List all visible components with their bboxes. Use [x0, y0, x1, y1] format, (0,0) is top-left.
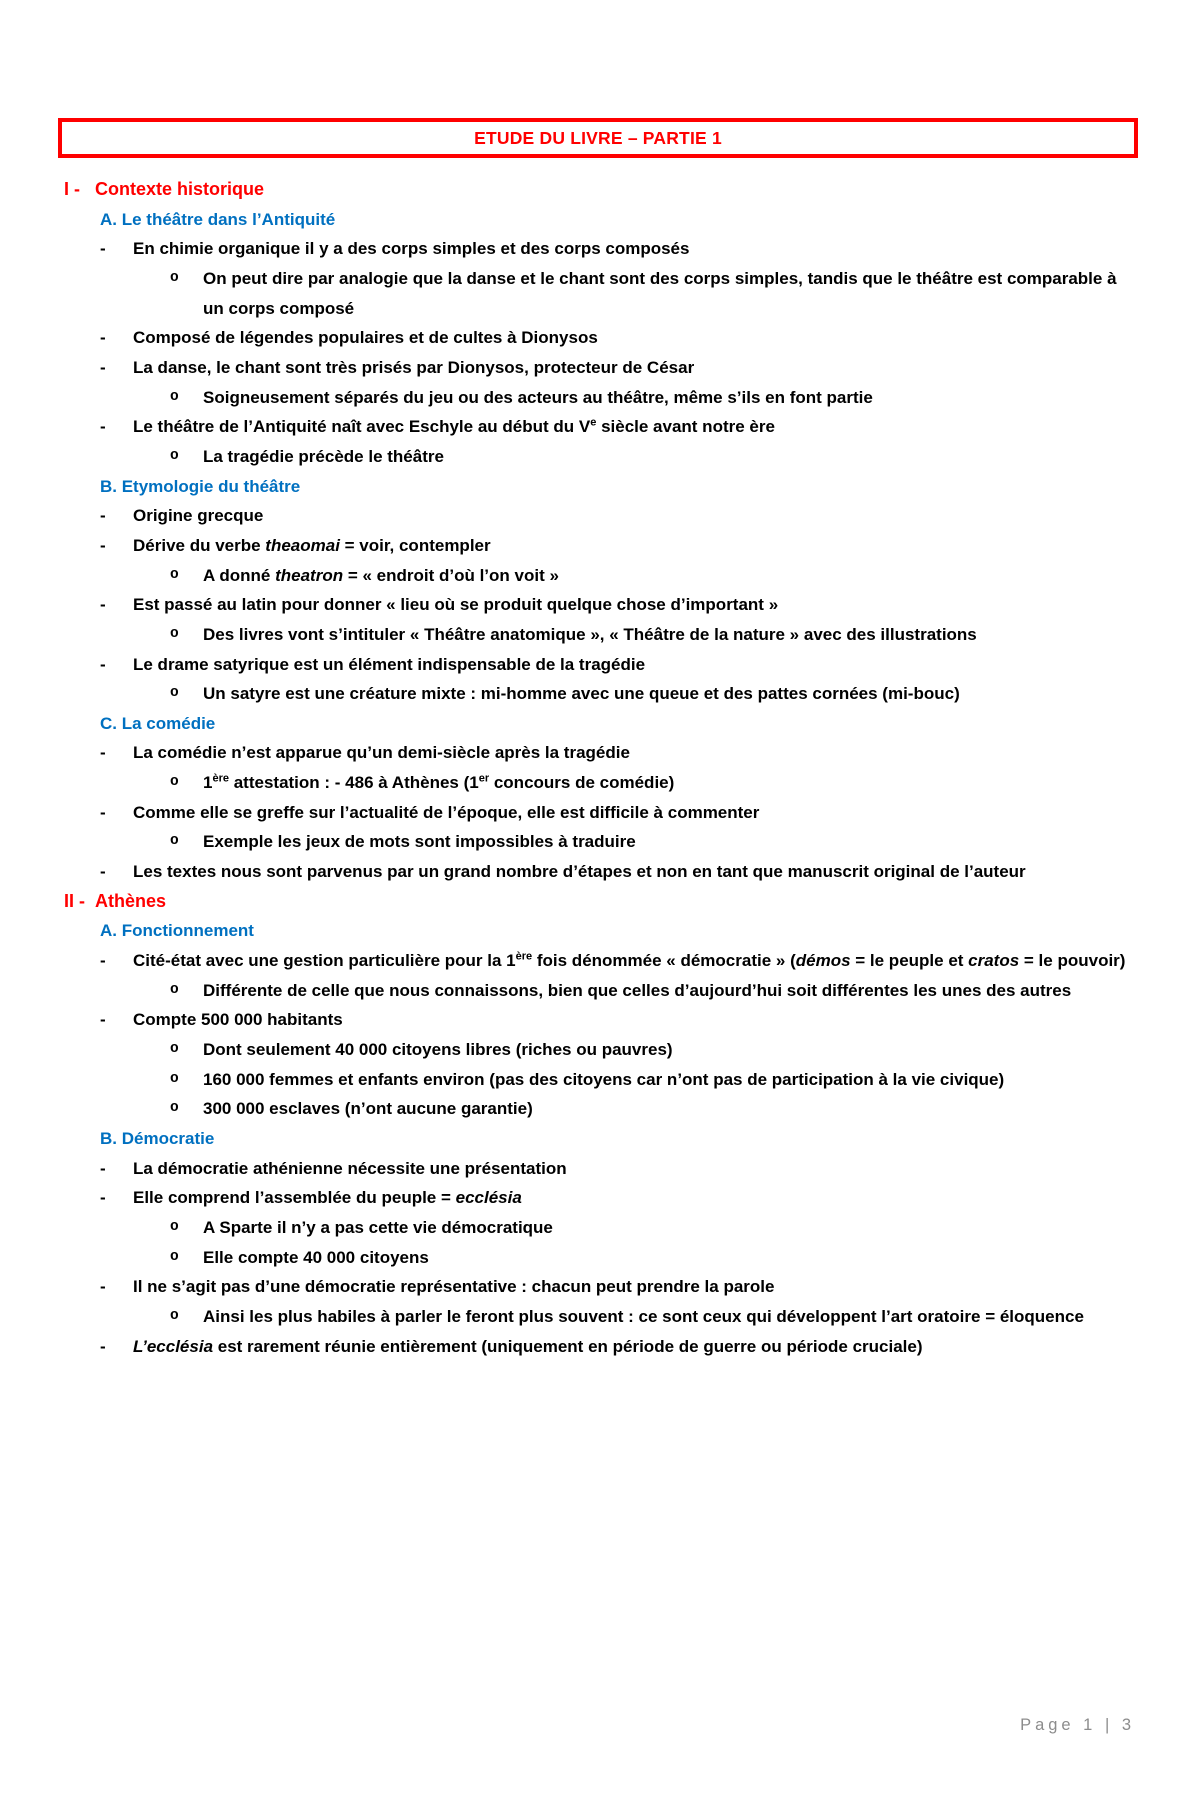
bullet-item-level2: [0, 1243, 1135, 1273]
bullet-text: Différente de celle que nous connaissons, bien que celles d’aujourd’hui soit différentes les unes des autres: [203, 980, 1072, 1000]
bullet-item-level2: [0, 1094, 1135, 1124]
bullet-text: Composé de légendes populaires et de cultes à Dionysos: [133, 328, 598, 348]
dash-bullet-icon: -: [100, 951, 106, 971]
bullet-item-level1: [0, 412, 1135, 442]
circle-bullet-icon: o: [170, 1248, 179, 1265]
bullet-text: La danse, le chant sont très prisés par Dionysos, protecteur de César: [133, 357, 695, 377]
dash-bullet-icon: -: [100, 239, 106, 259]
bullet-text: 300 000 esclaves (n’ont aucune garantie): [203, 1099, 533, 1119]
bullet-item-level1: [0, 650, 1135, 680]
dash-bullet-icon: -: [100, 1336, 106, 1356]
section-number: II -: [64, 890, 85, 911]
bullet-text: On peut dire par analogie que la danse et le chant sont des corps simples, tandis que le théâtre est comparable à un corps composé: [203, 268, 1117, 318]
bullet-item-level1: [0, 1154, 1135, 1184]
dash-bullet-icon: -: [100, 595, 106, 615]
bullet-item-level1: [0, 531, 1135, 561]
section-title: Contexte historique: [95, 179, 265, 199]
bullet-item-level1: [0, 1272, 1135, 1302]
bullet-item-level2: [0, 620, 1135, 650]
bullet-text: Cité-état avec une gestion particulière pour la 1ère fois dénommée « démocratie » (démos = le peuple et cratos = le pouvoir): [133, 950, 1126, 971]
bullet-text: Des livres vont s’intituler « Théâtre anatomique », « Théâtre de la nature » avec des illustrations: [203, 624, 977, 644]
bullet-item-level1: [0, 234, 1135, 264]
dash-bullet-icon: -: [100, 862, 106, 882]
bullet-item-level1: [0, 323, 1135, 353]
dash-bullet-icon: -: [100, 743, 106, 763]
bullet-text: Soigneusement séparés du jeu ou des acteurs au théâtre, même s’ils en font partie: [203, 387, 873, 407]
circle-bullet-icon: o: [170, 625, 179, 642]
bullet-item-level2: [0, 1065, 1135, 1095]
subsection-heading: B. Etymologie du théâtre: [100, 476, 301, 496]
circle-bullet-icon: o: [170, 1307, 179, 1324]
dash-bullet-icon: -: [100, 802, 106, 822]
bullet-item-level1: [0, 738, 1135, 768]
dash-bullet-icon: -: [100, 357, 106, 377]
circle-bullet-icon: o: [170, 1100, 179, 1117]
subsection-heading: A. Le théâtre dans l’Antiquité: [100, 209, 336, 229]
section-title: Athènes: [95, 890, 167, 911]
dash-bullet-icon: -: [100, 417, 106, 437]
document-body: [0, 175, 1200, 1361]
bullet-item-level1: [0, 1183, 1135, 1213]
circle-bullet-icon: o: [170, 566, 179, 583]
dash-bullet-icon: -: [100, 535, 106, 555]
bullet-text: La démocratie athénienne nécessite une présentation: [133, 1158, 567, 1178]
title-box: [58, 118, 1138, 158]
circle-bullet-icon: o: [170, 1218, 179, 1235]
bullet-item-level1: [0, 353, 1135, 383]
bullet-item-level1: [0, 1332, 1135, 1362]
circle-bullet-icon: o: [170, 1041, 179, 1058]
bullet-text: Les textes nous sont parvenus par un grand nombre d’étapes et non en tant que manuscrit original de l’auteur: [133, 862, 1026, 882]
section-heading: [0, 887, 1135, 917]
bullet-text: Elle comprend l’assemblée du peuple = ecclésia: [133, 1188, 522, 1208]
bullet-text: Ainsi les plus habiles à parler le feront plus souvent : ce sont ceux qui développent l’art oratoire = éloquence: [203, 1306, 1084, 1326]
circle-bullet-icon: o: [170, 981, 179, 998]
subsection-heading: C. La comédie: [100, 713, 216, 733]
bullet-item-level1: [0, 590, 1135, 620]
bullet-text: A donné theatron = « endroit d’où l’on voit »: [203, 565, 559, 585]
bullet-text: Il ne s’agit pas d’une démocratie représentative : chacun peut prendre la parole: [133, 1277, 775, 1297]
bullet-item-level2: [0, 976, 1135, 1006]
bullet-item-level2: [0, 768, 1135, 798]
bullet-text: Le drame satyrique est un élément indispensable de la tragédie: [133, 654, 646, 674]
bullet-item-level2: [0, 1213, 1135, 1243]
circle-bullet-icon: o: [170, 774, 179, 791]
bullet-item-level1: [0, 857, 1135, 887]
section-heading: [0, 175, 1135, 205]
bullet-item-level2: [0, 1302, 1135, 1332]
circle-bullet-icon: o: [170, 685, 179, 702]
bullet-item-level2: [0, 264, 1135, 323]
circle-bullet-icon: o: [170, 388, 179, 405]
bullet-text: A Sparte il n’y a pas cette vie démocratique: [203, 1217, 553, 1237]
bullet-text: Le théâtre de l’Antiquité naît avec Eschyle au début du Ve siècle avant notre ère: [133, 416, 775, 437]
bullet-item-level2: [0, 561, 1135, 591]
bullet-item-level2: [0, 1035, 1135, 1065]
bullet-item-level2: [0, 827, 1135, 857]
bullet-item-level1: [0, 1005, 1135, 1035]
bullet-text: Compte 500 000 habitants: [133, 1010, 343, 1030]
bullet-item-level2: [0, 679, 1135, 709]
bullet-text: En chimie organique il y a des corps simples et des corps composés: [133, 239, 690, 259]
bullet-text: Origine grecque: [133, 506, 264, 526]
bullet-item-level2: [0, 442, 1135, 472]
dash-bullet-icon: -: [100, 328, 106, 348]
bullet-text: Dont seulement 40 000 citoyens libres (riches ou pauvres): [203, 1040, 673, 1060]
bullet-text: Elle compte 40 000 citoyens: [203, 1247, 429, 1267]
circle-bullet-icon: o: [170, 447, 179, 464]
circle-bullet-icon: o: [170, 1070, 179, 1087]
bullet-text: La comédie n’est apparue qu’un demi-siècle après la tragédie: [133, 743, 630, 763]
bullet-text: Dérive du verbe theaomai = voir, contempler: [133, 535, 491, 555]
dash-bullet-icon: -: [100, 1010, 106, 1030]
dash-bullet-icon: -: [100, 506, 106, 526]
bullet-text: La tragédie précède le théâtre: [203, 446, 444, 466]
bullet-text: Un satyre est une créature mixte : mi-homme avec une queue et des pattes cornées (mi-bouc): [203, 684, 960, 704]
bullet-item-level2: [0, 383, 1135, 413]
subsection-heading: B. Démocratie: [100, 1129, 215, 1148]
document-title: ETUDE DU LIVRE – PARTIE 1: [474, 127, 722, 148]
bullet-text: Est passé au latin pour donner « lieu où se produit quelque chose d’important »: [133, 595, 779, 615]
bullet-text: 160 000 femmes et enfants environ (pas des citoyens car n’ont pas de participation à la vie civique): [203, 1069, 1005, 1089]
bullet-text: L’ecclésia est rarement réunie entièrement (uniquement en période de guerre ou période cruciale): [133, 1336, 923, 1356]
circle-bullet-icon: o: [170, 269, 179, 286]
subsection-heading: A. Fonctionnement: [100, 921, 254, 941]
circle-bullet-icon: o: [170, 833, 179, 850]
bullet-item-level1: [0, 946, 1135, 976]
bullet-item-level1: [0, 501, 1135, 531]
bullet-text: 1ère attestation : - 486 à Athènes (1er concours de comédie): [203, 772, 675, 793]
dash-bullet-icon: -: [100, 1158, 106, 1178]
bullet-item-level1: [0, 798, 1135, 828]
section-number: I -: [64, 179, 80, 199]
bullet-text: Comme elle se greffe sur l’actualité de l’époque, elle est difficile à commenter: [133, 802, 760, 822]
page-number: Page 1 | 3: [1020, 1716, 1135, 1734]
dash-bullet-icon: -: [100, 1188, 106, 1208]
bullet-text: Exemple les jeux de mots sont impossibles à traduire: [203, 832, 636, 852]
dash-bullet-icon: -: [100, 1277, 106, 1297]
dash-bullet-icon: -: [100, 654, 106, 674]
